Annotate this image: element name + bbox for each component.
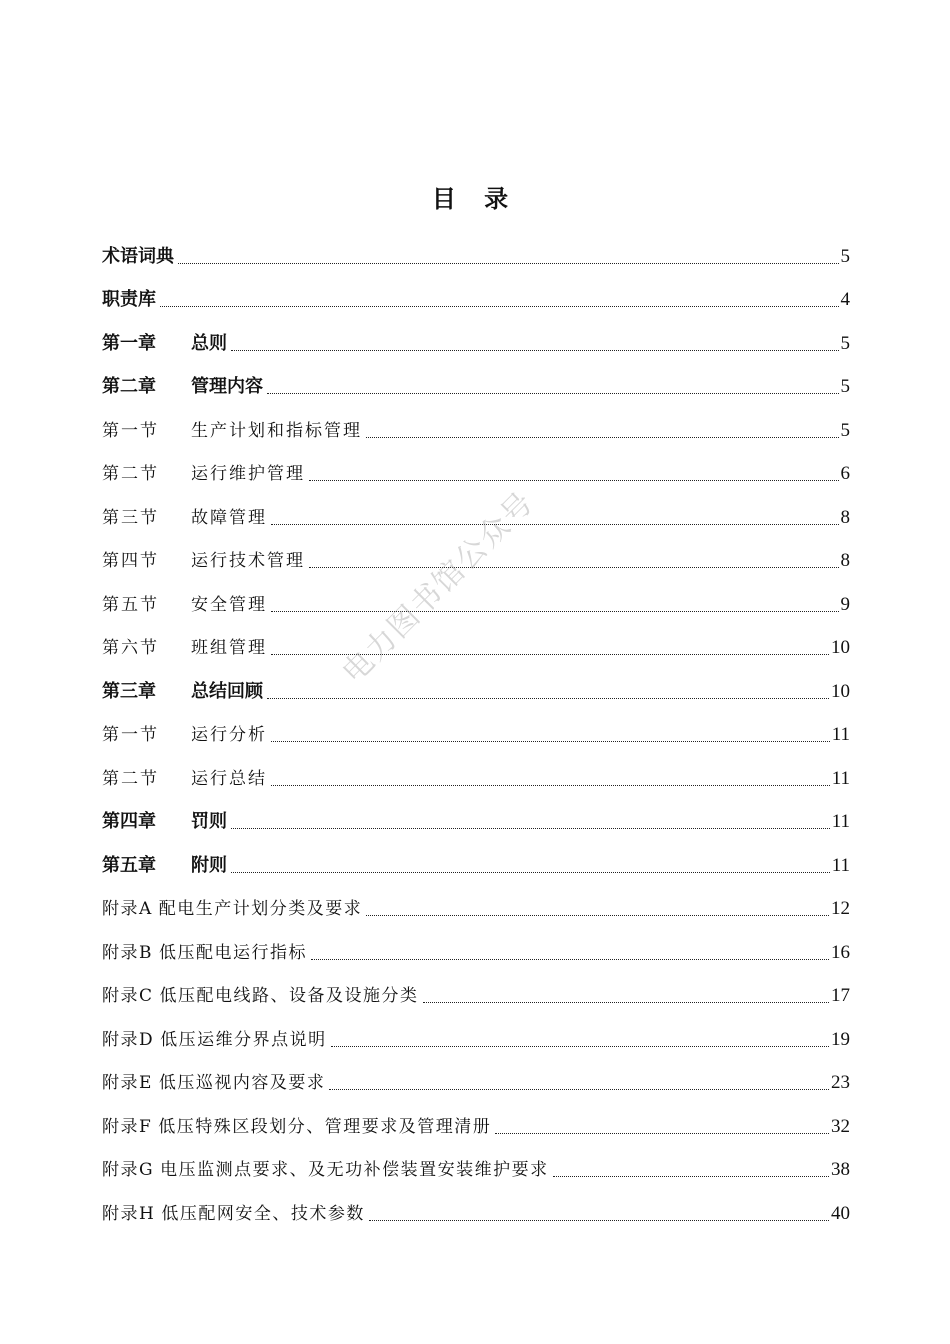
toc-entry[interactable] [102, 577, 850, 621]
toc-entry-prefix: 第二章 [102, 376, 156, 397]
dot-leader [366, 915, 829, 916]
toc-entry-prefix: 附录A [102, 899, 153, 919]
toc-entry[interactable] [102, 229, 850, 273]
toc-entry-prefix: 第四章 [102, 811, 156, 832]
toc-page-number: 8 [840, 550, 850, 571]
dot-leader [366, 437, 839, 438]
toc-entry-prefix: 附录F [102, 1116, 153, 1137]
toc-entry-label [102, 680, 263, 704]
toc-entry-label [102, 375, 263, 399]
toc-entry-label [102, 1115, 491, 1139]
toc-entry-text: 安全管理 [191, 594, 267, 615]
toc-entry-text: 运行总结 [191, 768, 267, 789]
toc-entry[interactable] [102, 1186, 850, 1230]
toc-page-number: 12 [831, 898, 850, 919]
toc-entry[interactable] [102, 751, 850, 795]
toc-entry-prefix: 第四节 [102, 551, 159, 571]
toc-entry-text: 班组管理 [191, 638, 267, 658]
toc-page-number: 10 [831, 680, 850, 702]
toc-entry[interactable] [102, 490, 850, 534]
toc-entry-text: 低压运维分界点说明 [160, 1029, 327, 1050]
toc-entry-text: 职责库 [102, 289, 156, 310]
toc-entry-text: 管理内容 [191, 376, 263, 397]
toc-entry[interactable] [102, 664, 850, 708]
dot-leader [271, 611, 839, 612]
toc-entry-prefix: 第一节 [102, 420, 159, 441]
toc-entry-label [102, 723, 267, 747]
toc-entry-prefix: 附录H [102, 1203, 156, 1224]
dot-leader [553, 1176, 829, 1177]
toc-entry-label [102, 549, 305, 573]
toc-entry[interactable] [102, 316, 850, 360]
watermark-text: 电力图书馆公众号 [335, 484, 542, 691]
toc-entry[interactable] [102, 882, 850, 926]
toc-entry-label [102, 1028, 327, 1052]
toc-entry-label [102, 984, 419, 1008]
toc-entry-prefix: 第二节 [102, 768, 159, 789]
toc-page-number: 16 [831, 941, 850, 963]
dot-leader [271, 524, 839, 525]
toc-entry[interactable] [102, 534, 850, 578]
toc-page-number: 5 [840, 332, 850, 354]
toc-page-number: 8 [840, 506, 850, 528]
toc-entry-label [102, 506, 267, 530]
toc-entry-label [102, 593, 267, 617]
toc-entry-label [102, 245, 174, 269]
toc-page-number: 11 [831, 724, 850, 745]
toc-entry[interactable] [102, 708, 850, 752]
toc-entry-label [102, 1202, 365, 1226]
toc-page-number: 4 [840, 289, 850, 310]
toc-entry-text: 低压配电运行指标 [159, 942, 307, 963]
dot-leader [231, 828, 830, 829]
toc-entry-label [102, 941, 307, 965]
toc-entry-text: 总结回顾 [191, 680, 263, 702]
dot-leader [231, 350, 839, 351]
toc-page-number: 19 [831, 1028, 850, 1050]
toc-entry[interactable] [102, 925, 850, 969]
toc-entry[interactable] [102, 360, 850, 404]
toc-entry-prefix: 第一节 [102, 725, 159, 745]
toc-entry-label [102, 897, 362, 921]
toc-page-number: 5 [840, 245, 850, 267]
toc-entry-prefix: 附录D [102, 1029, 155, 1050]
toc-page-number: 5 [840, 376, 850, 397]
dot-leader [231, 872, 830, 873]
toc-page-number: 23 [831, 1072, 850, 1093]
dot-leader [311, 959, 829, 960]
toc-entry-label [102, 462, 305, 486]
toc-entry[interactable] [102, 403, 850, 447]
toc-entry-text: 电压监测点要求、及无功补偿装置安装维护要求 [160, 1160, 549, 1180]
toc-entry-text: 低压巡视内容及要求 [158, 1073, 326, 1093]
toc-entry-label [102, 854, 227, 878]
toc-entry[interactable] [102, 447, 850, 491]
dot-leader [369, 1220, 829, 1221]
toc-entry[interactable] [102, 1056, 850, 1100]
toc-entry[interactable] [102, 1143, 850, 1187]
toc-entry-text: 配电生产计划分类及要求 [158, 899, 363, 919]
toc-page-number: 38 [831, 1159, 850, 1180]
dot-leader [331, 1046, 829, 1047]
toc-entry-text: 总则 [191, 332, 227, 354]
toc-page-number: 10 [831, 637, 850, 658]
dot-leader [267, 698, 829, 699]
toc-entry-text: 运行技术管理 [191, 551, 305, 571]
toc-entry-prefix: 第三节 [102, 507, 159, 528]
toc-entry-text: 低压配网安全、技术参数 [161, 1203, 365, 1224]
toc-entry-prefix: 附录E [102, 1073, 153, 1093]
table-of-contents [102, 229, 850, 1230]
toc-entry-text: 生产计划和指标管理 [191, 420, 362, 441]
toc-entry-label [102, 810, 227, 834]
toc-entry-text: 术语词典 [102, 245, 174, 267]
toc-entry-text: 罚则 [191, 811, 227, 832]
dot-leader [267, 393, 839, 394]
toc-entry-label [102, 1071, 325, 1095]
toc-entry-text: 低压配电线路、设备及设施分类 [159, 986, 419, 1006]
toc-page-number: 32 [831, 1115, 850, 1137]
dot-leader [309, 480, 839, 481]
toc-entry[interactable] [102, 838, 850, 882]
toc-entry-prefix: 附录C [102, 986, 154, 1006]
toc-entry-prefix: 附录B [102, 942, 153, 963]
toc-title: 目 录 [431, 185, 519, 213]
toc-entry-prefix: 第一章 [102, 332, 156, 354]
toc-entry-label [102, 767, 267, 791]
toc-page-number: 40 [831, 1202, 850, 1224]
toc-entry-text: 低压特殊区段划分、管理要求及管理清册 [158, 1116, 492, 1137]
toc-entry-text: 运行维护管理 [191, 464, 305, 484]
toc-entry-label [102, 419, 362, 443]
toc-entry-text: 故障管理 [191, 507, 267, 528]
dot-leader [178, 263, 839, 264]
toc-entry[interactable] [102, 795, 850, 839]
toc-entry-label [102, 332, 227, 356]
toc-entry[interactable] [102, 621, 850, 665]
toc-page-number: 11 [831, 811, 850, 832]
toc-entry-label [102, 1158, 549, 1182]
toc-entry-prefix: 第五节 [102, 594, 159, 615]
toc-entry-prefix: 第六节 [102, 638, 159, 658]
dot-leader [329, 1089, 829, 1090]
dot-leader [423, 1002, 829, 1003]
toc-entry-prefix: 附录G [102, 1160, 155, 1180]
toc-entry-text: 附则 [191, 854, 227, 876]
toc-entry-label [102, 288, 156, 312]
toc-entry-label [102, 636, 267, 660]
dot-leader [271, 785, 830, 786]
toc-entry[interactable] [102, 1012, 850, 1056]
dot-leader [271, 741, 830, 742]
toc-page-number: 5 [840, 419, 850, 441]
dot-leader [309, 567, 839, 568]
toc-page-number: 11 [831, 854, 850, 876]
dot-leader [271, 654, 829, 655]
toc-entry[interactable] [102, 969, 850, 1013]
toc-page-number: 11 [831, 767, 850, 789]
dot-leader [160, 306, 839, 307]
toc-entry-prefix: 第五章 [102, 854, 156, 876]
toc-page-number: 17 [831, 985, 850, 1006]
toc-entry[interactable] [102, 273, 850, 317]
toc-entry-text: 运行分析 [191, 725, 267, 745]
toc-page-number: 6 [840, 463, 850, 484]
toc-entry-prefix: 第三章 [102, 680, 156, 702]
toc-entry[interactable] [102, 1099, 850, 1143]
toc-page-number: 9 [840, 593, 850, 615]
dot-leader [495, 1133, 829, 1134]
toc-entry-prefix: 第二节 [102, 464, 159, 484]
